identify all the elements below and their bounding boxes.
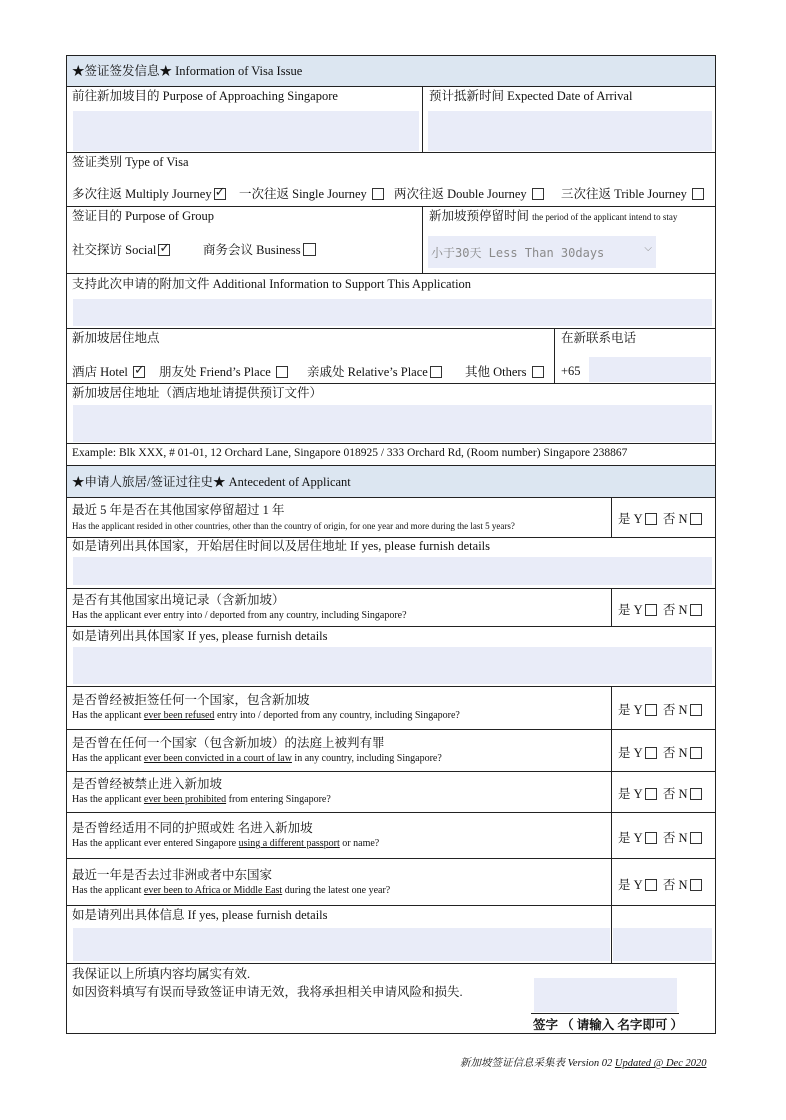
arrival-input[interactable] [428, 111, 712, 151]
q4-cn: 是否曾在任何一个国家（包含新加坡）的法庭上被判有罪 [72, 736, 385, 750]
additional-label: 支持此次申请的附加文件 Additional Information to Support This Application [72, 277, 472, 291]
q5-en: Has the applicant ever been prohibited from entering Singapore? [72, 794, 331, 805]
group-business[interactable]: 商务会议 Business [203, 243, 316, 258]
final-detail-label: 如是请列出具体信息 If yes, please furnish details [72, 908, 328, 922]
residence-friend[interactable]: 朋友处 Friend’s Place [159, 365, 288, 380]
q1-cn: 最近 5 年是否在其他国家停留超过 1 年 [72, 503, 285, 517]
q6-en: Has the applicant ever entered Singapore using a different passport or name? [72, 838, 380, 849]
q1-no-checkbox[interactable] [690, 513, 702, 525]
q4-yes-no[interactable]: 是 Y 否 N [618, 743, 702, 761]
q2-yes-no[interactable]: 是 Y 否 N [618, 600, 702, 618]
stay-select-value: 小于30天 Less Than 30days [431, 246, 605, 260]
q1-detail-input[interactable] [73, 557, 712, 585]
checkbox-triple[interactable] [692, 188, 704, 200]
chevron-down-icon: ⌵ [644, 243, 652, 254]
q3-yes-no[interactable]: 是 Y 否 N [618, 700, 702, 718]
checkbox-social[interactable] [158, 244, 170, 256]
q6-no-checkbox[interactable] [690, 832, 702, 844]
stay-label: 新加坡预停留时间 the period of the applicant intend to stay [429, 209, 678, 223]
stay-select[interactable] [428, 236, 656, 268]
residence-hotel[interactable]: 酒店 Hotel ✓ [72, 365, 145, 380]
q4-en: Has the applicant ever been convicted in a court of law in any country, including Singapore? [72, 753, 442, 764]
group-social[interactable]: 社交探访 Social✓ [72, 243, 170, 258]
q7-no-checkbox[interactable] [690, 879, 702, 891]
q1-yes-checkbox[interactable] [645, 513, 657, 525]
checkbox-relative[interactable] [430, 366, 442, 378]
q6-yes-checkbox[interactable] [645, 832, 657, 844]
antecedent-header: ★申请人旅居/签证过往史★ Antecedent of Applicant [72, 475, 351, 489]
residence-relative[interactable]: 亲戚处 Relative’s Place [307, 365, 442, 380]
phone-label: 在新联系电话 [561, 331, 637, 345]
q2-detail-input[interactable] [73, 647, 712, 684]
checkbox-hotel[interactable] [133, 366, 145, 378]
phone-prefix: +65 [561, 364, 581, 378]
phone-input[interactable] [589, 357, 711, 382]
declaration-line2: 如因资料填写有误而导致签证申请无效，我将承担相关申请风险和损失. [72, 985, 463, 999]
purpose-label: 前往新加坡目的 Purpose of Approaching Singapore [72, 89, 338, 103]
final-detail-input[interactable] [73, 928, 610, 961]
checkbox-business[interactable] [303, 243, 316, 256]
q5-yes-no[interactable]: 是 Y 否 N [618, 784, 702, 802]
purpose-input[interactable] [73, 111, 419, 151]
visa-type-label: 签证类别 Type of Visa [72, 155, 189, 169]
checkbox-single[interactable] [372, 188, 384, 200]
footer: 新加坡签证信息采集表 Version 02 Updated @ Dec 2020 [460, 1058, 707, 1069]
q4-yes-checkbox[interactable] [645, 747, 657, 759]
q1-en: Has the applicant resided in other countries, other than the country of origin, for one year and more during the last 5 years? [72, 521, 515, 531]
q3-en: Has the applicant ever been refused entry into / deported from any country, including Singapore? [72, 710, 460, 721]
q7-cn: 最近一年是否去过非洲或者中东国家 [72, 868, 273, 882]
q1-yes-no[interactable]: 是 Y 否 N [618, 509, 702, 527]
q5-cn: 是否曾经被禁止进入新加坡 [72, 777, 223, 791]
q2-yes-checkbox[interactable] [645, 604, 657, 616]
checkbox-multiple[interactable] [214, 188, 226, 200]
q7-yes-checkbox[interactable] [645, 879, 657, 891]
q3-yes-checkbox[interactable] [645, 704, 657, 716]
signature-label: 签字 （ 请输入 名字即可 ） [533, 1018, 684, 1032]
checkbox-others[interactable] [532, 366, 544, 378]
q2-no-checkbox[interactable] [690, 604, 702, 616]
q1-detail-label: 如是请列出具体国家，开始居住时间以及居住地址 If yes, please furnish details [72, 539, 491, 553]
visa-issue-header: ★签证签发信息★ Information of Visa Issue [72, 64, 303, 78]
checkbox-friend[interactable] [276, 366, 288, 378]
q6-cn: 是否曾经适用不同的护照或姓 名进入新加坡 [72, 821, 313, 835]
visa-type-triple[interactable]: 三次往返 Trible Journey [561, 187, 704, 202]
address-example: Example: Blk XXX, # 01-01, 12 Orchard Lane, Singapore 018925 / 333 Orchard Rd, (Room number) Singapore 238867 [72, 447, 628, 459]
q5-yes-checkbox[interactable] [645, 788, 657, 800]
arrival-label: 预计抵新时间 Expected Date of Arrival [429, 89, 633, 103]
q2-detail-label: 如是请列出具体国家 If yes, please furnish details [72, 629, 328, 643]
visa-type-multiple[interactable]: 多次往返 Multiply Journey✓ [72, 187, 226, 202]
signature-line [531, 1013, 679, 1014]
visa-type-single[interactable]: 一次往返 Single Journey [239, 187, 384, 202]
residence-others[interactable]: 其他 Others [465, 365, 544, 380]
q4-no-checkbox[interactable] [690, 747, 702, 759]
q5-no-checkbox[interactable] [690, 788, 702, 800]
checkbox-double[interactable] [532, 188, 544, 200]
address-input[interactable] [73, 405, 712, 442]
q7-en: Has the applicant ever been to Africa or Middle East during the latest one year? [72, 885, 391, 896]
q2-en: Has the applicant ever entry into / deported from any country, including Singapore? [72, 610, 407, 621]
q3-cn: 是否曾经被拒签任何一个国家，包含新加坡 [72, 693, 310, 707]
declaration-line1: 我保证以上所填内容均属实有效. [72, 967, 251, 981]
q2-cn: 是否有其他国家出境记录（含新加坡） [72, 593, 285, 607]
final-detail-input-right[interactable] [613, 928, 712, 961]
residence-label: 新加坡居住地点 [72, 331, 160, 345]
q7-yes-no[interactable]: 是 Y 否 N [618, 875, 702, 893]
group-label: 签证目的 Purpose of Group [72, 209, 215, 223]
additional-input[interactable] [73, 299, 712, 326]
signature-input[interactable] [534, 978, 677, 1012]
address-label: 新加坡居住地址（酒店地址请提供预订文件） [72, 386, 323, 400]
q6-yes-no[interactable]: 是 Y 否 N [618, 828, 702, 846]
q3-no-checkbox[interactable] [690, 704, 702, 716]
visa-type-double[interactable]: 两次往返 Double Journey [394, 187, 544, 202]
